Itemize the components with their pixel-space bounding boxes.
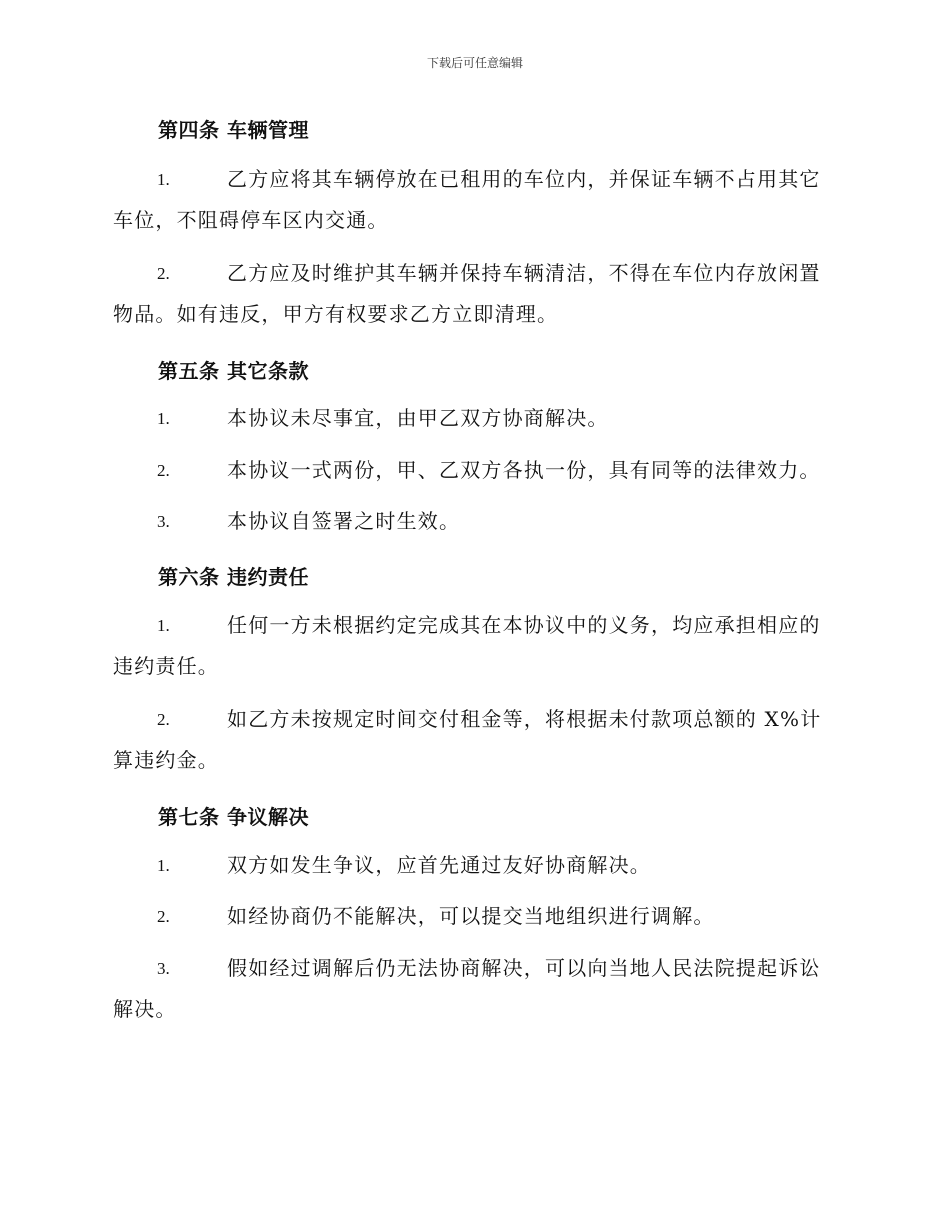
clause-text-line: 车位，不阻碍停车区内交通。 (113, 208, 389, 232)
section-heading: 第五条 其它条款 (158, 359, 309, 383)
clause-text-line: 物品。如有违反，甲方有权要求乙方立即清理。 (113, 302, 559, 326)
clause-text-line: 如乙方未按规定时间交付租金等，将根据未付款项总额的 X%计 (227, 707, 822, 731)
clause-text-line: 乙方应及时维护其车辆并保持车辆清洁，不得在车位内存放闲置 (227, 261, 821, 285)
clause-number: 1. (157, 409, 170, 428)
clause-item (113, 398, 833, 439)
clause-number: 3. (157, 512, 170, 531)
clause-item (113, 896, 833, 937)
clause-text-line: 本协议一式两份，甲、乙双方各执一份，具有同等的法律效力。 (227, 458, 821, 482)
clause-item (113, 450, 833, 491)
clause-number: 3. (157, 959, 170, 978)
clause-item (113, 699, 833, 781)
section-heading: 第六条 违约责任 (158, 565, 309, 589)
page-header: 下载后可任意编辑 (426, 56, 523, 70)
clause-text-line: 双方如发生争议，应首先通过友好协商解决。 (227, 853, 651, 877)
clause-text-line: 乙方应将其车辆停放在已租用的车位内，并保证车辆不占用其它 (227, 167, 821, 191)
clause-number: 1. (157, 856, 170, 875)
clause-number: 1. (157, 616, 170, 635)
section-heading: 第七条 争议解决 (158, 805, 309, 829)
clause-item (113, 501, 833, 542)
clause-number: 1. (157, 170, 170, 189)
clause-text-line: 本协议自签署之时生效。 (227, 509, 461, 533)
section-heading: 第四条 车辆管理 (158, 118, 309, 142)
clause-text-line: 违约责任。 (113, 654, 219, 678)
clause-number: 2. (157, 461, 170, 480)
clause-item (113, 605, 833, 687)
clause-text-line: 任何一方未根据约定完成其在本协议中的义务，均应承担相应的 (227, 613, 821, 637)
clause-number: 2. (157, 710, 170, 729)
clause-item (113, 159, 833, 241)
clause-text-line: 本协议未尽事宜，由甲乙双方协商解决。 (227, 406, 609, 430)
clause-text-line: 假如经过调解后仍无法协商解决，可以向当地人民法院提起诉讼 (227, 956, 821, 980)
clause-item (113, 845, 833, 886)
clause-number: 2. (157, 264, 170, 283)
clause-text-line: 算违约金。 (113, 748, 219, 772)
clause-item (113, 253, 833, 335)
clause-number: 2. (157, 907, 170, 926)
clause-item (113, 948, 833, 1030)
clause-text-line: 如经协商仍不能解决，可以提交当地组织进行调解。 (227, 904, 715, 928)
clause-text-line: 解决。 (113, 997, 177, 1021)
